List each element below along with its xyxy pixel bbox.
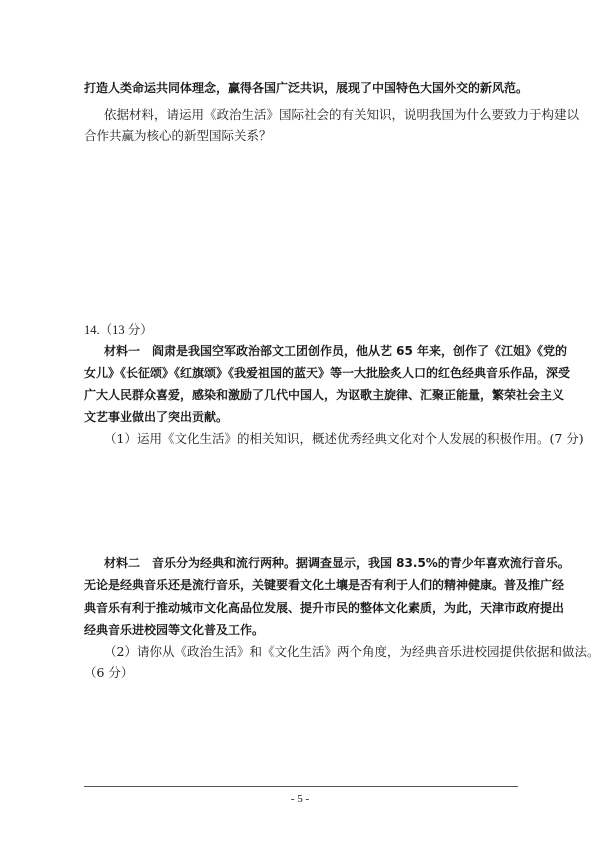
footer-divider bbox=[84, 786, 518, 787]
material-one-text-line: 材料一 阎肃是我国空军政治部文工团创作员，他从艺 65 年来，创作了《江姐》《党的 bbox=[104, 344, 568, 358]
question-text-line: 依据材料，请运用《政治生活》国际社会的有关知识，说明我国为什么要致力于构建以 bbox=[104, 107, 580, 122]
material-text-line: 打造人类命运共同体理念，赢得各国广泛共识，展现了中国特色大国外交的新风范。 bbox=[84, 81, 529, 95]
material-two-text-line: 材料二 音乐分为经典和流行两种。据调查显示，我国 83.5%的青少年喜欢流行音乐。 bbox=[104, 556, 570, 570]
sub-question-2: （2）请你从《政治生活》和《文化生活》两个角度，为经典音乐进校园提供依据和做法。 bbox=[104, 644, 600, 659]
material-one-text-line: 文艺事业做出了突出贡献。 bbox=[84, 410, 229, 424]
page-number: - 5 - bbox=[290, 793, 310, 805]
question-text-line: 合作共赢为核心的新型国际关系？ bbox=[84, 128, 272, 143]
question-14-header: 14.（13 分） bbox=[84, 323, 153, 337]
sub-question-1: （1）运用《文化生活》的相关知识，概述优秀经典文化对个人发展的积极作用。(7 分) bbox=[104, 431, 584, 446]
material-two-text-line: 经典音乐进校园等文化普及工作。 bbox=[84, 623, 265, 637]
sub-question-2-score: （6 分） bbox=[84, 665, 134, 680]
material-one-text-line: 广大人民群众喜爱，感染和激励了几代中国人，为讴歌主旋律、汇聚正能量，繁荣社会主义 bbox=[84, 388, 565, 402]
material-one-text-line: 女儿》《长征颂》《红旗颂》《我爱祖国的蓝天》等一大批脍炙人口的红色经典音乐作品，深受 bbox=[84, 366, 571, 380]
material-two-text-line: 典音乐有利于推动城市文化高品位发展、提升市民的整体文化素质，为此，天津市政府提出 bbox=[84, 601, 565, 615]
material-two-text-line: 无论是经典音乐还是流行音乐，关键要看文化土壤是否有利于人们的精神健康。普及推广经 bbox=[84, 578, 565, 592]
